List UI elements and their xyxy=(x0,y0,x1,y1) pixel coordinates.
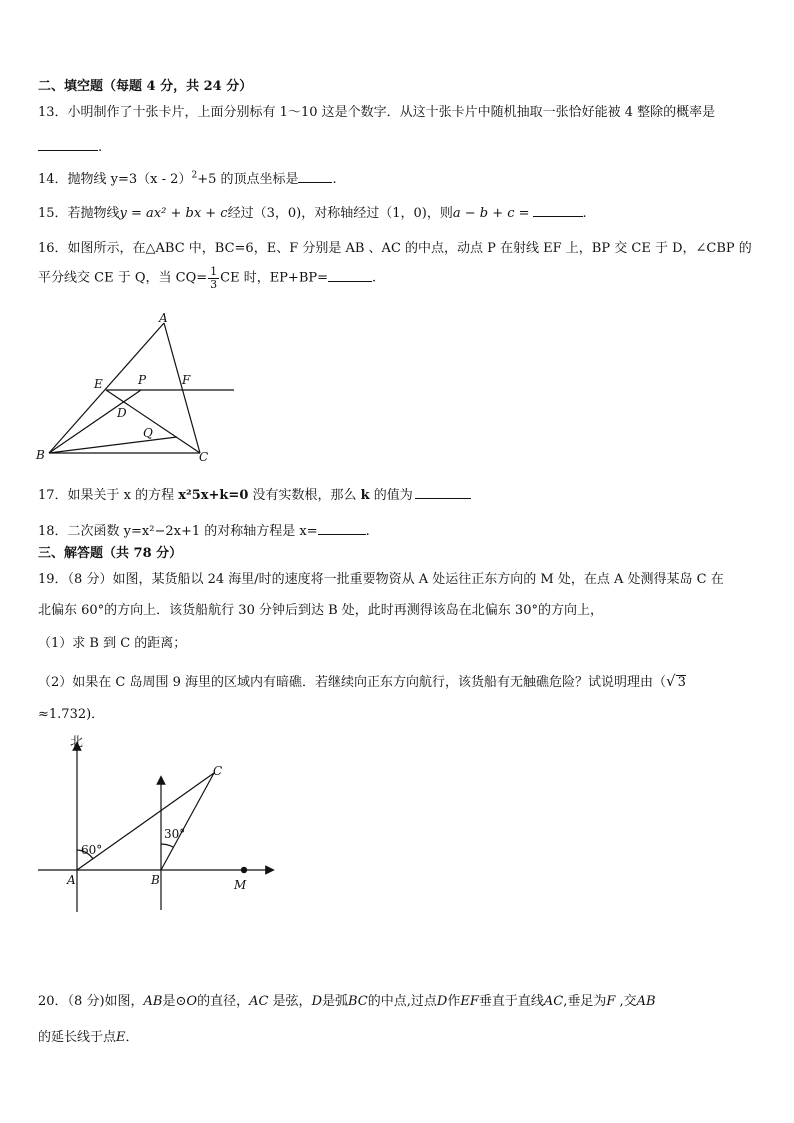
circle-o: ⊙O xyxy=(175,994,198,1009)
question-19-part-2 xyxy=(38,674,686,689)
question-17-text: 17．如果关于 x 的方程 xyxy=(38,488,179,503)
angle-30-arc xyxy=(161,844,173,847)
angle-30-label: 30° xyxy=(164,827,186,841)
equation: x²5x+k=0 xyxy=(178,488,249,503)
period: ． xyxy=(125,1030,139,1045)
text: 是 xyxy=(162,994,176,1009)
answer-blank[interactable] xyxy=(318,522,366,535)
point-m xyxy=(241,867,247,873)
question-14 xyxy=(38,170,337,186)
segment-ab: AB xyxy=(143,994,163,1009)
angle-60-label: 60° xyxy=(81,843,103,857)
exponent: 2 xyxy=(191,170,198,181)
question-13-text: 13．小明制作了十张卡片，上面分别标有 1～10 这是个数字．从这十张卡片中随机抽取一张恰好能被 4 整除的概率是 xyxy=(38,105,716,120)
section-title-solve: 三、解答题（共 78 分） xyxy=(38,546,183,561)
sqrt-radicand: 3 xyxy=(677,675,686,690)
arc-bc: BC xyxy=(348,994,368,1009)
question-19-text-2: 北偏东 60°的方向上．该货船航行 30 分钟后到达 B 处，此时再测得该岛在北偏东 30°的方向上， xyxy=(38,603,603,618)
fraction-one-third xyxy=(208,266,219,290)
question-17-text-3: 的值为 xyxy=(369,488,413,503)
text: 的延长线于点 xyxy=(38,1030,117,1045)
label-d: D xyxy=(117,406,127,420)
question-16-text-3: CE 时，EP+BP= xyxy=(220,270,329,286)
period: . xyxy=(98,140,103,155)
north-label: 北 xyxy=(70,735,84,750)
period: . xyxy=(372,270,377,286)
question-20-line2 xyxy=(38,1031,139,1044)
question-19-text: 19．（8 分）如图，某货船以 24 海里/时的速度将一批重要物资从 A 处运往正东方向的 M 处，在点 A 处测得某岛 C 在 xyxy=(38,572,724,587)
text: 作 xyxy=(447,994,461,1009)
label-a: A xyxy=(67,873,76,887)
period: . xyxy=(582,206,587,221)
parabola-function: y = ax² + bx + c xyxy=(119,206,228,221)
label-q: Q xyxy=(143,426,153,440)
answer-blank[interactable] xyxy=(415,486,471,499)
label-f: F xyxy=(182,373,191,387)
question-15-text: 15．若抛物线 xyxy=(38,206,120,221)
answer-blank[interactable] xyxy=(328,269,372,282)
text: 是弧 xyxy=(322,994,349,1009)
side-ac xyxy=(164,323,200,453)
point-f: F xyxy=(606,994,616,1009)
section-title-fill-in: 二、填空题（每题 4 分，共 24 分） xyxy=(38,79,253,94)
expression: a − b + c = xyxy=(452,206,530,221)
question-16-line2 xyxy=(38,266,376,290)
label-c: C xyxy=(213,764,223,778)
question-19-approx: ≈1.732)． xyxy=(38,707,105,722)
text: ,交 xyxy=(615,994,637,1009)
question-16-text: 16．如图所示，在△ABC 中，BC=6，E、F 分别是 AB 、AC 的中点，动点 P 在射线 EF 上，BP 交 CE 于 D，∠CBP 的 xyxy=(38,241,752,256)
fraction-numerator: 1 xyxy=(210,265,218,278)
question-18 xyxy=(38,522,370,538)
question-13-answer-line xyxy=(38,138,102,154)
text: 的直径， xyxy=(197,994,250,1009)
question-15-text-2: 经过（3，0)，对称轴经过（1，0)，则 xyxy=(227,206,453,221)
question-18-text: 18．二次函数 y=x²−2x+1 的对称轴方程是 x= xyxy=(38,524,318,539)
question-14-text-2: +5 的顶点坐标是 xyxy=(197,172,299,187)
fraction-denominator: 3 xyxy=(210,277,218,291)
label-m: M xyxy=(234,878,247,892)
question-20-text: 20．（8 分)如图， xyxy=(38,994,144,1009)
variable-k: k xyxy=(360,488,370,503)
question-20 xyxy=(38,995,656,1008)
segment-ab: AB xyxy=(636,994,656,1009)
text: 是弦， xyxy=(268,994,312,1009)
triangle-figure xyxy=(30,308,250,468)
label-p: P xyxy=(138,373,147,387)
label-c: C xyxy=(199,450,209,464)
label-e: E xyxy=(94,377,103,391)
label-a: A xyxy=(159,311,168,325)
segment-ac: AC xyxy=(249,994,269,1009)
answer-blank[interactable] xyxy=(38,138,98,151)
label-b: B xyxy=(36,448,45,462)
question-14-text: 14．抛物线 y=3（x - 2） xyxy=(38,172,192,187)
answer-blank[interactable] xyxy=(533,204,583,217)
question-16-text-2: 平分线交 CE 于 Q，当 CQ= xyxy=(38,270,208,286)
label-b: B xyxy=(151,873,160,887)
question-17 xyxy=(38,486,471,502)
sqrt-sign: √ xyxy=(666,672,676,690)
answer-blank[interactable] xyxy=(298,170,332,183)
point-d: D xyxy=(436,994,448,1009)
question-19-part-2-text: （2）如果在 C 岛周围 9 海里的区域内有暗礁．若继续向正东方向航行，该货船有无触礁危险？试说明理由（ xyxy=(38,675,667,690)
period: . xyxy=(365,524,370,539)
text: 的中点,过点 xyxy=(367,994,437,1009)
question-19-part-1: （1）求 B 到 C 的距离； xyxy=(38,636,187,651)
text: ,垂足为 xyxy=(563,994,607,1009)
line-ac: AC xyxy=(543,994,564,1009)
line-ef: EF xyxy=(460,994,479,1009)
point-d: D xyxy=(311,994,322,1009)
question-15 xyxy=(38,204,587,220)
period: . xyxy=(332,172,337,187)
segment-bc xyxy=(161,773,214,870)
text: 垂直于直线 xyxy=(478,994,544,1009)
point-e: E xyxy=(116,1030,126,1045)
question-17-text-2: 没有实数根，那么 xyxy=(248,488,361,503)
navigation-figure xyxy=(30,732,280,914)
